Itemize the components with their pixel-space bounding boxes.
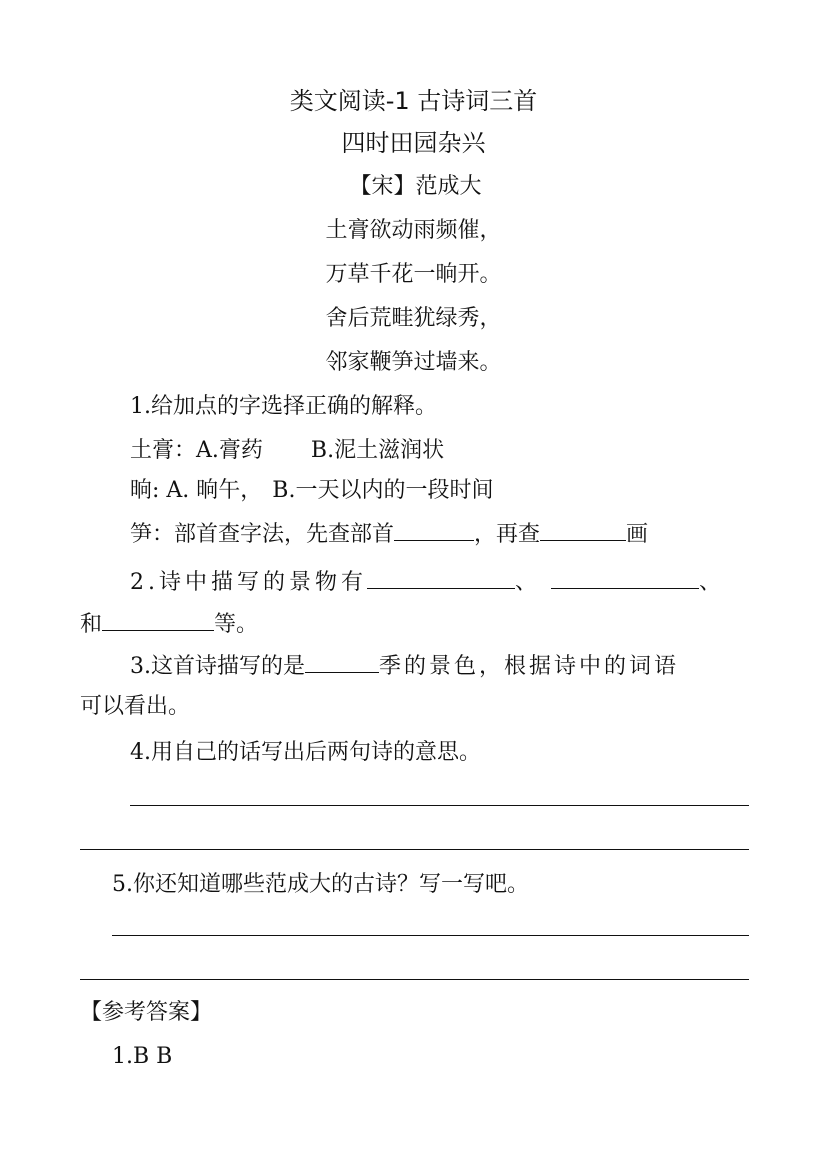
question-3-continued: 可以看出。 (80, 694, 191, 719)
item-1-term: 土膏： (130, 438, 197, 463)
question-1: 1.给加点的字选择正确的解释。 (130, 394, 437, 419)
item-2-option-b: B.一天以内的一段时间 (272, 478, 494, 503)
item-1-option-b: B.泥土滋润状 (310, 438, 445, 463)
answer-blank[interactable] (367, 566, 515, 589)
poem-line-2: 万草千花一晌开。 (325, 262, 502, 287)
question-1-item-3: 笋：部首查字法，先查部首 ，再查 画 (130, 518, 648, 550)
question-3: 3.这首诗描写的是 季的景色，根据诗中的词语 (130, 650, 679, 682)
question-2-continued: 和 等。 (80, 608, 258, 640)
answer-line[interactable] (80, 979, 749, 980)
poem-line-3: 舍后荒畦犹绿秀， (325, 306, 502, 331)
poem-author: 【宋】范成大 (349, 174, 482, 199)
answer-line[interactable] (130, 805, 749, 806)
answer-blank[interactable] (102, 608, 214, 631)
item-2-option-a: A. 晌午， (166, 478, 263, 503)
answer-blank[interactable] (394, 518, 474, 541)
item-2-term: 晌: (130, 478, 167, 503)
answer-blank[interactable] (540, 518, 626, 541)
poem-line-1: 土膏欲动雨频催， (325, 218, 502, 243)
item-1-option-a: A.膏药 (196, 438, 263, 463)
answer-line[interactable] (80, 849, 749, 850)
answer-line[interactable] (112, 935, 749, 936)
answer-1: 1.B B (112, 1044, 173, 1069)
question-2: 2.诗中描写的景物有 、 、 (130, 566, 721, 598)
answer-key-heading: 【参考答案】 (80, 1000, 213, 1025)
question-4: 4.用自己的话写出后两句诗的意思。 (130, 740, 481, 765)
question-5: 5.你还知道哪些范成大的古诗？写一写吧。 (112, 872, 529, 897)
answer-blank[interactable] (551, 566, 699, 589)
page-title: 类文阅读-1 古诗词三首 (289, 87, 538, 115)
poem-title: 四时田园杂兴 (341, 129, 486, 157)
question-1-item-2 (130, 476, 493, 506)
poem-line-4: 邻家鞭笋过墙来。 (325, 350, 502, 375)
question-1-item-1 (130, 436, 444, 466)
answer-blank[interactable] (305, 650, 379, 673)
